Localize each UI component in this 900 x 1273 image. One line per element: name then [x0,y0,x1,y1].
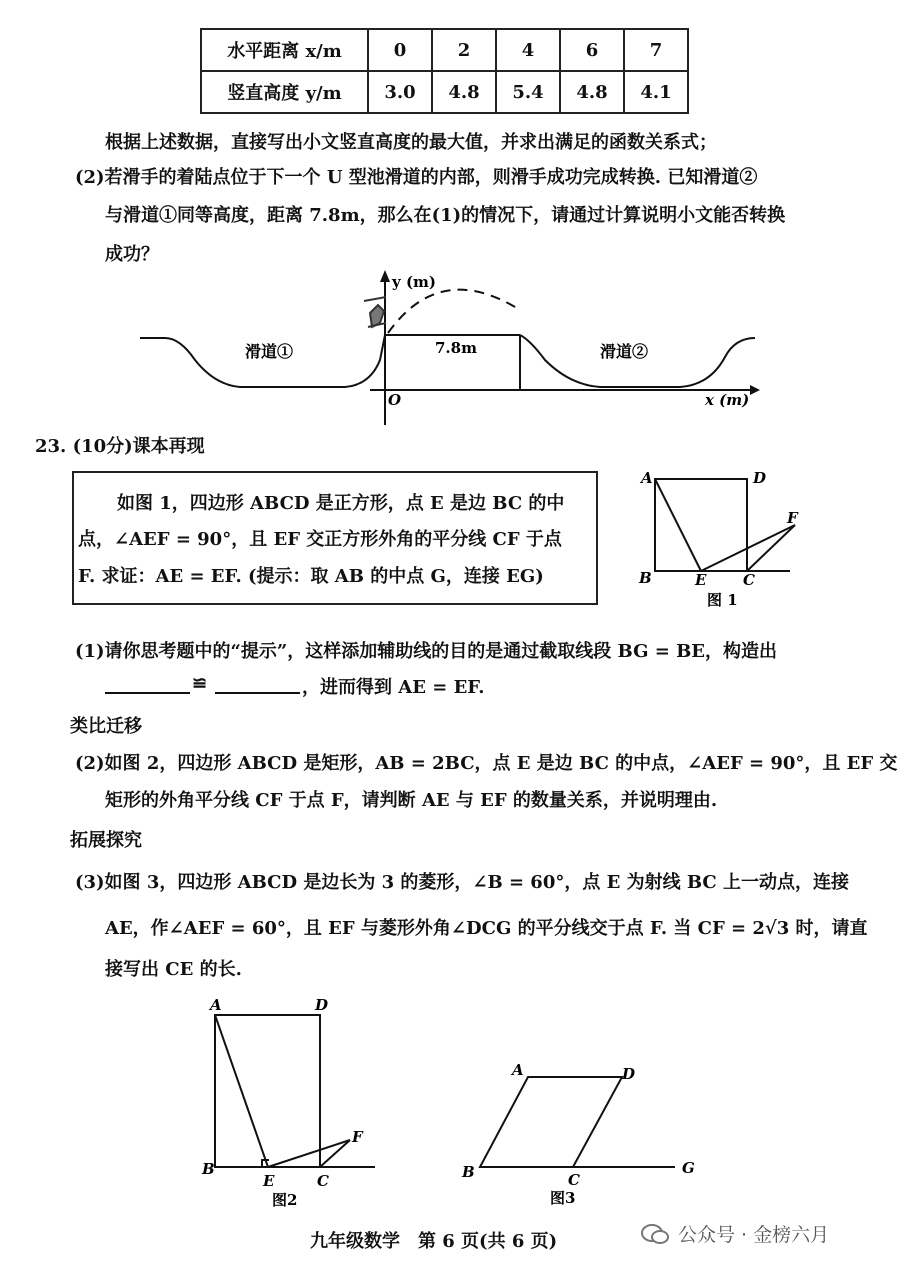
q22-line1: 根据上述数据，直接写出小文竖直高度的最大值，并求出满足的函数关系式； [105,132,717,153]
label-c: C [743,571,755,589]
label-g: G [682,1159,695,1177]
x-axis-label: x (m) [705,391,750,409]
part3-line3: 接写出 CE 的长. [105,959,242,980]
label-b: B [462,1163,475,1181]
label-a: A [210,996,222,1014]
part3-line1: (3)如图 3，四边形 ABCD 是边长为 3 的菱形，∠B = 60°，点 E 为射线 BC 上一动点，连接 [75,872,850,893]
q23-header: 23. (10分)课本再现 [35,436,205,457]
label-d: D [753,469,767,487]
trajectory-curve [388,290,520,333]
label-f: F [787,509,798,527]
table-header-y: 竖直高度 y/m [201,71,368,113]
q22-part2-line2: 与滑道①同等高度，距离 7.8m，那么在(1)的情况下，请通过计算说明小文能否转换 [105,205,786,226]
table-cell: 6 [560,29,624,71]
blank-1[interactable] [105,692,190,694]
table-row [201,29,688,71]
rhombus-abcd [480,1077,622,1167]
box-line1: 如图 1，四边形 ABCD 是正方形，点 E 是边 BC 的中 [117,493,565,514]
label-c: C [568,1171,580,1189]
label-a: A [512,1061,524,1079]
slide1-label: 滑道① [245,342,294,361]
table-header-x: 水平距离 x/m [201,29,368,71]
label-d: D [622,1065,636,1083]
label-e: E [263,1172,275,1190]
rectangle-abcd [215,1015,320,1167]
label-f: F [352,1128,363,1146]
watermark [640,1220,829,1247]
x-axis-arrow-icon [750,385,760,395]
segment-cf [747,525,795,571]
q22-part2-line1: (2)若滑手的着陆点位于下一个 U 型池滑道的内部，则滑手成功完成转换. 已知滑道② [75,167,758,188]
table-cell: 2 [432,29,496,71]
section3-title: 拓展探究 [70,830,142,851]
watermark-text: 公众号 · 金榜六月 [678,1224,830,1246]
skater-icon [364,297,386,327]
congruent-symbol: ≌ [192,673,208,694]
label-b: B [639,569,652,587]
box-line3: F. 求证：AE = EF. (提示：取 AB 的中点 G，连接 EG) [78,566,544,587]
slide-figure [0,265,900,430]
table-cell: 4.8 [432,71,496,113]
q22-part2-line3: 成功？ [105,244,159,265]
segment-ae [215,1015,268,1167]
segment-ef [268,1140,350,1167]
table-cell: 0 [368,29,432,71]
slide2-label: 滑道② [600,342,649,361]
part2-line2: 矩形的外角平分线 CF 于点 F，请判断 AE 与 EF 的数量关系，并说明理由. [105,790,718,811]
table-cell: 4.8 [560,71,624,113]
figure-1 [635,465,815,615]
label-c: C [317,1172,329,1190]
page-footer: 九年级数学 第 6 页(共 6 页) [310,1231,558,1252]
part1-line1: (1)请你思考题中的“提示”，这样添加辅助线的目的是通过截取线段 BG = BE，构造出 [75,641,777,662]
data-table [200,28,689,114]
label-b: B [202,1160,215,1178]
figure-2-caption: 图2 [272,1191,298,1209]
part3-line2: AE，作∠AEF = 60°，且 EF 与菱形外角∠DCG 的平分线交于点 F. 当 CF = 2√3 时，请直 [105,918,868,939]
figure-1-caption: 图 1 [707,591,738,609]
table-cell: 4 [496,29,560,71]
table-cell: 7 [624,29,688,71]
figure-3 [450,1055,710,1215]
part2-line1: (2)如图 2，四边形 ABCD 是矩形，AB = 2BC，点 E 是边 BC 的中点，∠AEF = 90°，且 EF 交 [75,753,898,774]
square-abcd [655,479,747,571]
blank-2[interactable] [215,692,300,694]
label-a: A [641,469,653,487]
label-d: D [315,996,329,1014]
part1-end: ，进而得到 AE = EF. [302,677,485,698]
table-cell: 5.4 [496,71,560,113]
figure-2 [190,990,390,1215]
segment-ae [655,479,701,571]
table-row [201,71,688,113]
table-cell: 4.1 [624,71,688,113]
distance-label: 7.8m [435,339,477,357]
origin-label: O [388,391,402,409]
section2-title: 类比迁移 [70,716,142,737]
y-axis-label: y (m) [392,273,437,291]
figure-3-caption: 图3 [550,1189,576,1207]
box-line2: 点，∠AEF = 90°，且 EF 交正方形外角的平分线 CF 于点 [78,529,562,550]
wechat-icon [640,1221,670,1247]
table-cell: 3.0 [368,71,432,113]
label-e: E [695,571,707,589]
y-axis-arrow-icon [380,270,390,282]
